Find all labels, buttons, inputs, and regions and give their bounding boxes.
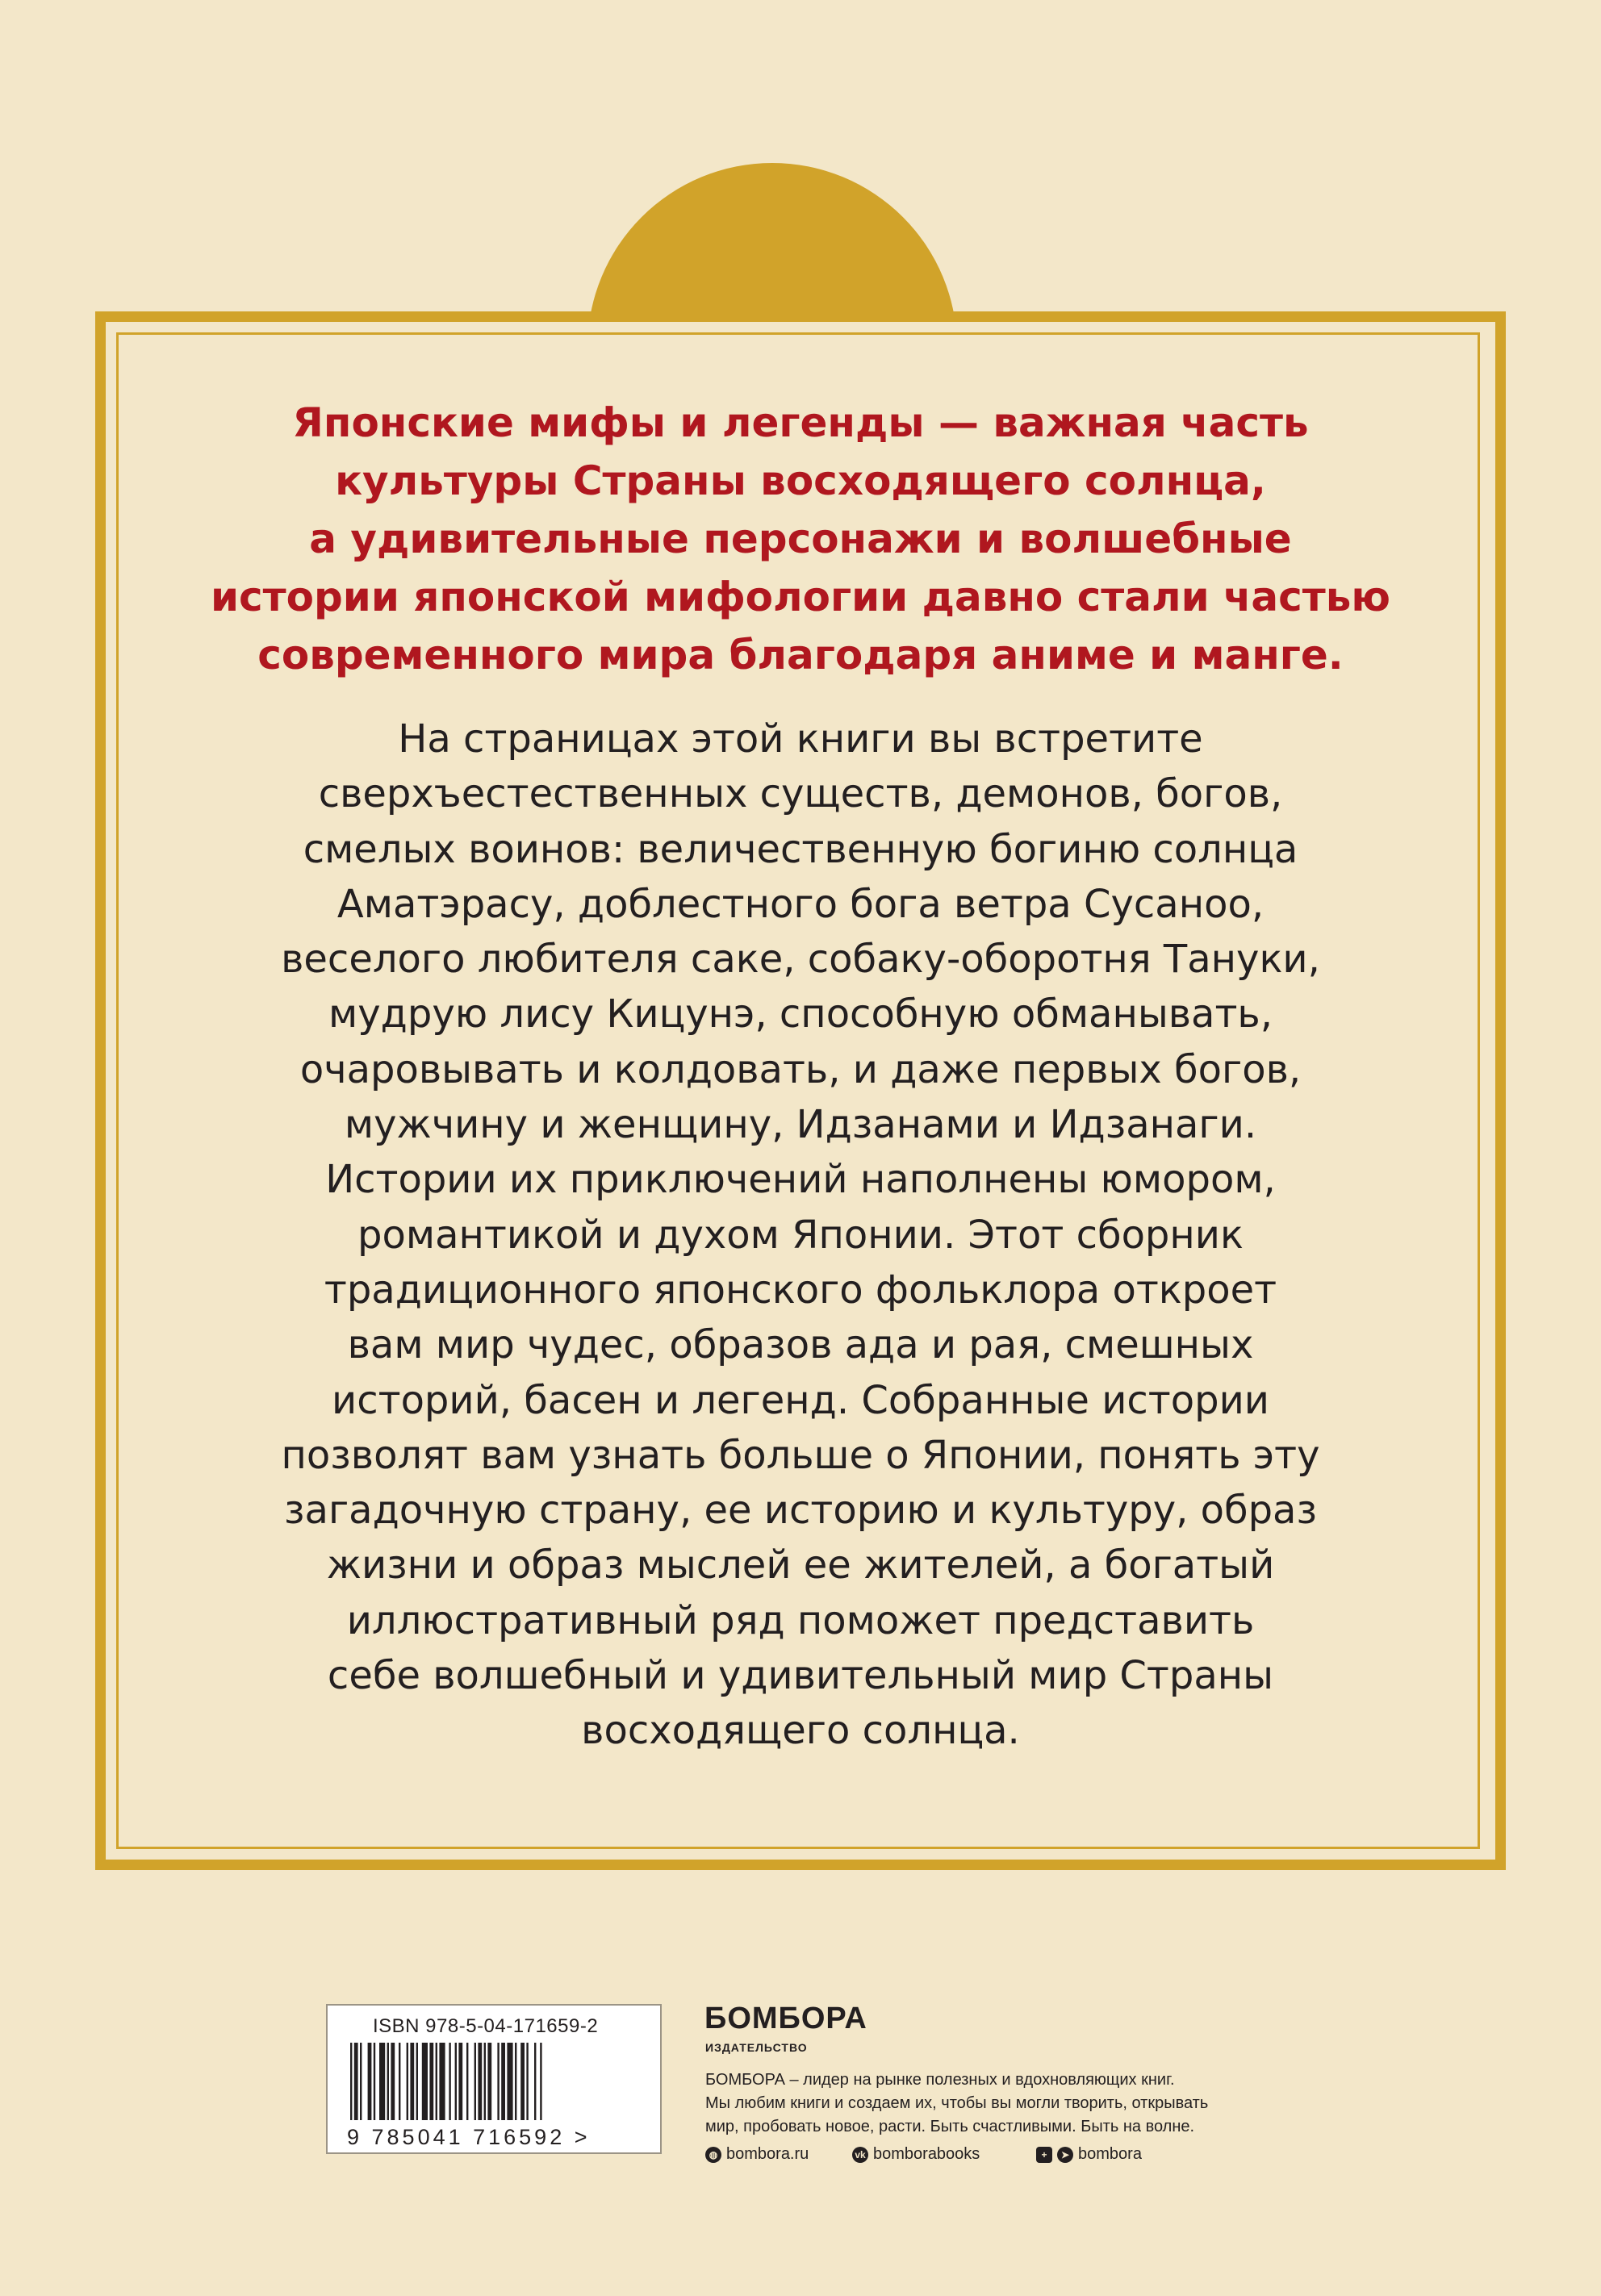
plus-icon: + [1036, 2147, 1052, 2163]
site-link-text: bombora.ru [726, 2145, 809, 2163]
description-line: себе волшебный и удивительный мир Страны [327, 1653, 1274, 1699]
description-line: Истории их приключений наполнены юмором, [325, 1157, 1276, 1203]
social-link[interactable] [1036, 2145, 1142, 2164]
barcode-bar [449, 2043, 450, 2120]
barcode-bar [350, 2043, 352, 2120]
globe-icon: ◍ [705, 2147, 721, 2163]
description-line: позволят вам узнать больше о Японии, понять эту [281, 1432, 1320, 1478]
barcode-bar [422, 2043, 428, 2120]
description-line: мудрую лису Кицунэ, способную обманывать, [328, 991, 1273, 1037]
barcode-bar [429, 2043, 433, 2120]
description-line: историй, басен и легенд. Собранные истории [332, 1377, 1269, 1423]
barcode-bar [399, 2043, 400, 2120]
description-line: романтикой и духом Японии. Этот сборник [357, 1212, 1244, 1258]
telegram-icon: ➤ [1057, 2147, 1073, 2163]
barcode-bar [416, 2043, 418, 2120]
barcode-bar [534, 2043, 536, 2120]
description-line: Аматэрасу, доблестного бога ветра Сусаноо, [337, 881, 1264, 927]
publisher-subtitle: ИЗДАТЕЛЬСТВО [705, 2041, 808, 2054]
barcode-bar [497, 2043, 499, 2120]
barcode-bar [391, 2043, 395, 2120]
barcode-bar [466, 2043, 468, 2120]
description-line: смелых воинов: величественную богиню солнца [303, 826, 1298, 872]
isbn-number: ISBN 978-5-04-171659-2 [373, 2015, 599, 2037]
description-line: сверхъестественных существ, демонов, богов, [318, 771, 1283, 817]
barcode-bar [379, 2043, 385, 2120]
barcode-bar [540, 2043, 541, 2120]
description-line: традиционного японского фольклора откроет [324, 1267, 1277, 1313]
barcode-bar [520, 2043, 525, 2120]
publisher-description-line: БОМБОРА – лидер на рынке полезных и вдохновляющих книг. [705, 2071, 1175, 2089]
barcode-bar [368, 2043, 372, 2120]
barcode-bar [526, 2043, 528, 2120]
description-line: иллюстративный ряд поможет представить [346, 1597, 1255, 1643]
intro-line: истории японской мифологии давно стали частью [210, 574, 1390, 620]
barcode-bar [407, 2043, 408, 2120]
barcode-bar [439, 2043, 445, 2120]
barcode-bar [410, 2043, 414, 2120]
barcode-image [347, 2043, 639, 2123]
description-line: восходящего солнца. [581, 1708, 1020, 1754]
publisher-logo: БОМБОРА [704, 2002, 867, 2035]
description-line: жизни и образ мыслей ее жителей, а богатый [326, 1542, 1275, 1588]
intro-paragraph [161, 394, 1440, 684]
barcode-bar [484, 2043, 486, 2120]
vk-link-text: bomborabooks [873, 2145, 980, 2163]
barcode-bar [507, 2043, 512, 2120]
description-line: На страницах этой книги вы встретите [398, 716, 1203, 762]
barcode-bar [487, 2043, 491, 2120]
barcode-bar [354, 2043, 358, 2120]
barcode-digits: 9 785041 716592 > [347, 2125, 591, 2149]
publisher-description-line: мир, пробовать новое, расти. Быть счастливыми. Быть на волне. [705, 2118, 1195, 2135]
description-line: очаровывать и колдовать, и даже первых богов, [299, 1046, 1302, 1092]
barcode-bar [455, 2043, 457, 2120]
barcode-bar [436, 2043, 437, 2120]
description-line: веселого любителя саке, собаку-оборотня Тануки, [281, 937, 1320, 983]
barcode-bar [501, 2043, 505, 2120]
publisher-description-line: Мы любим книги и создаем их, чтобы вы могли творить, открывать [705, 2094, 1209, 2112]
barcode-bar [458, 2043, 462, 2120]
description-line: мужчину и женщину, Идзанами и Идзанаги. [344, 1102, 1257, 1148]
description-line: вам мир чудес, образов ада и рая, смешных [347, 1322, 1254, 1368]
social-link-text: bombora [1078, 2145, 1142, 2163]
intro-line: а удивительные персонажи и волшебные [309, 516, 1292, 562]
barcode-bar [387, 2043, 389, 2120]
barcode-bar [360, 2043, 362, 2120]
barcode-bar [474, 2043, 476, 2120]
barcode-bar [478, 2043, 482, 2120]
vk-icon: vk [852, 2147, 868, 2163]
description-line: загадочную страну, ее историю и культуру, образ [284, 1488, 1317, 1534]
site-link[interactable] [705, 2145, 809, 2164]
description-paragraph [161, 712, 1440, 1759]
intro-line: Японские мифы и легенды — важная часть [292, 399, 1309, 446]
intro-line: культуры Страны восходящего солнца, [335, 457, 1266, 504]
publisher-description [705, 2068, 1208, 2139]
intro-line: современного мира благодаря аниме и манге. [257, 632, 1344, 678]
barcode-bar [374, 2043, 375, 2120]
vk-link[interactable] [852, 2145, 980, 2164]
barcode-bar [515, 2043, 516, 2120]
